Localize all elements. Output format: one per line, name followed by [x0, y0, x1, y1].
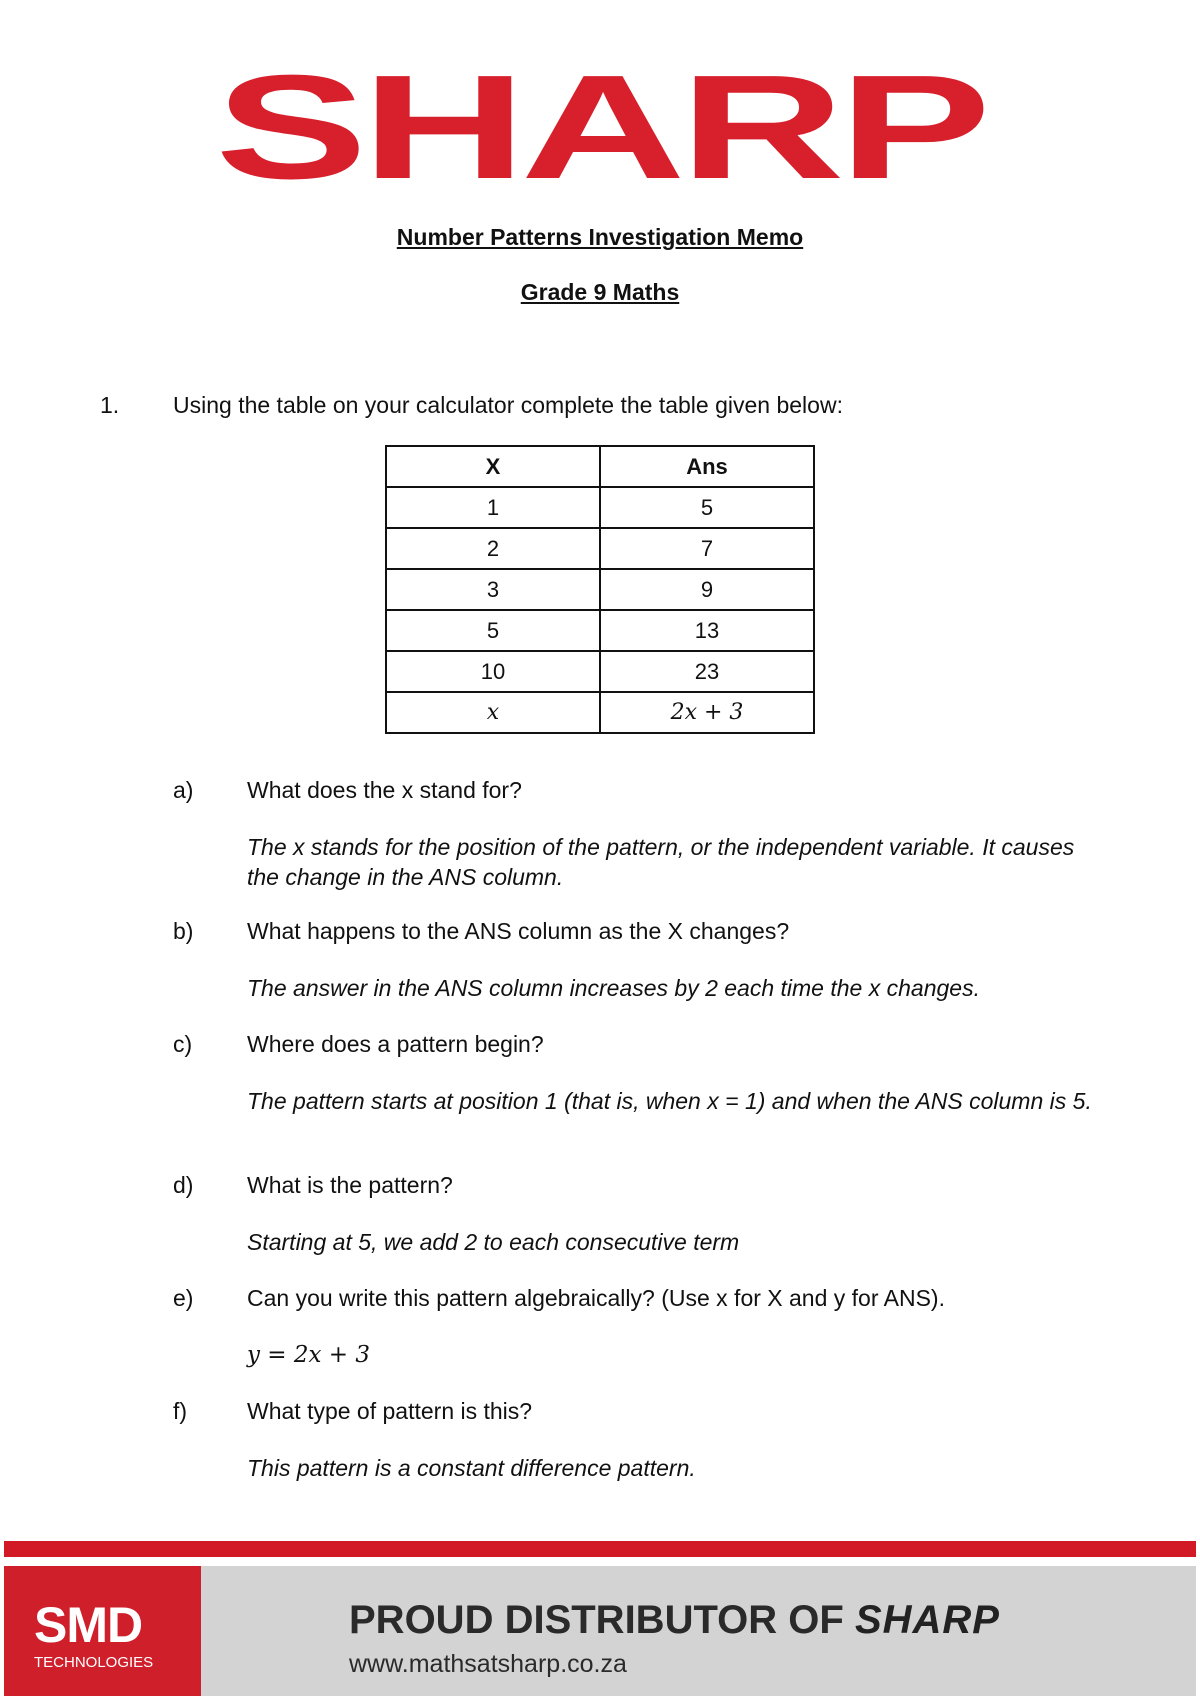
table-header-ans: Ans	[600, 446, 814, 487]
sharp-logo	[0, 62, 1200, 192]
item-label-d: d)	[173, 1172, 194, 1198]
sharp-logo-text: SHARP	[215, 62, 985, 192]
values-table	[385, 445, 815, 734]
table-cell-x: 10	[386, 651, 600, 692]
item-question-d: What is the pattern?	[247, 1172, 453, 1198]
table-row	[386, 487, 814, 528]
item-label-b: b)	[173, 918, 194, 944]
table-header-row	[386, 446, 814, 487]
smd-logo: SMD	[34, 1597, 143, 1653]
table-cell-x: x	[386, 692, 600, 733]
table-row	[386, 569, 814, 610]
smd-technologies-label: TECHNOLOGIES	[34, 1654, 154, 1671]
table-cell-ans: 9	[600, 569, 814, 610]
item-answer-b: The answer in the ANS column increases by 2 each time the x changes.	[247, 975, 980, 1001]
table-row	[386, 528, 814, 569]
table-cell-ans: 13	[600, 610, 814, 651]
smd-logo-box	[4, 1566, 201, 1696]
item-answer-e: y = 2x + 3	[247, 1342, 371, 1368]
distributor-text: PROUD DISTRIBUTOR OF	[349, 1598, 855, 1642]
table-cell-ans: 23	[600, 651, 814, 692]
item-question-e: Can you write this pattern algebraically? (Use x for X and y for ANS).	[247, 1285, 945, 1311]
item-label-a: a)	[173, 777, 194, 803]
table-header-x: X	[386, 446, 600, 487]
question-text: Using the table on your calculator complete the table given below:	[173, 392, 843, 418]
table-cell-ans: 2x + 3	[600, 692, 814, 733]
item-answer-f: This pattern is a constant difference pattern.	[247, 1455, 696, 1481]
table-cell-x: 2	[386, 528, 600, 569]
item-answer-d: Starting at 5, we add 2 to each consecutive term	[247, 1229, 740, 1255]
page-title: Number Patterns Investigation Memo	[396, 224, 804, 250]
question-number: 1.	[100, 392, 120, 418]
item-question-f: What type of pattern is this?	[247, 1398, 533, 1424]
distributor-heading	[349, 1598, 1000, 1643]
table-cell-ans: 5	[600, 487, 814, 528]
item-label-c: c)	[173, 1031, 193, 1057]
item-question-b: What happens to the ANS column as the X changes?	[247, 918, 790, 944]
table-cell-ans: 7	[600, 528, 814, 569]
page-subtitle: Grade 9 Maths	[520, 279, 680, 305]
table-row	[386, 651, 814, 692]
table-row	[386, 610, 814, 651]
table-cell-x: 5	[386, 610, 600, 651]
item-answer-a: The x stands for the position of the pattern, or the independent variable. It causes the change in the ANS column.	[247, 834, 1075, 890]
footer-banner	[4, 1566, 1196, 1696]
website-url[interactable]: www.mathsatsharp.co.za	[349, 1650, 627, 1678]
table-cell-x: 3	[386, 569, 600, 610]
item-label-f: f)	[173, 1398, 188, 1424]
item-answer-c: The pattern starts at position 1 (that is, when x = 1) and when the ANS column is 5.	[247, 1088, 1092, 1114]
table-cell-x: 1	[386, 487, 600, 528]
footer-accent-bar	[4, 1541, 1196, 1557]
item-question-a: What does the x stand for?	[247, 777, 522, 803]
table-row	[386, 692, 814, 733]
item-question-c: Where does a pattern begin?	[247, 1031, 544, 1057]
item-label-e: e)	[173, 1285, 194, 1311]
distributor-brand: SHARP	[854, 1598, 1000, 1642]
